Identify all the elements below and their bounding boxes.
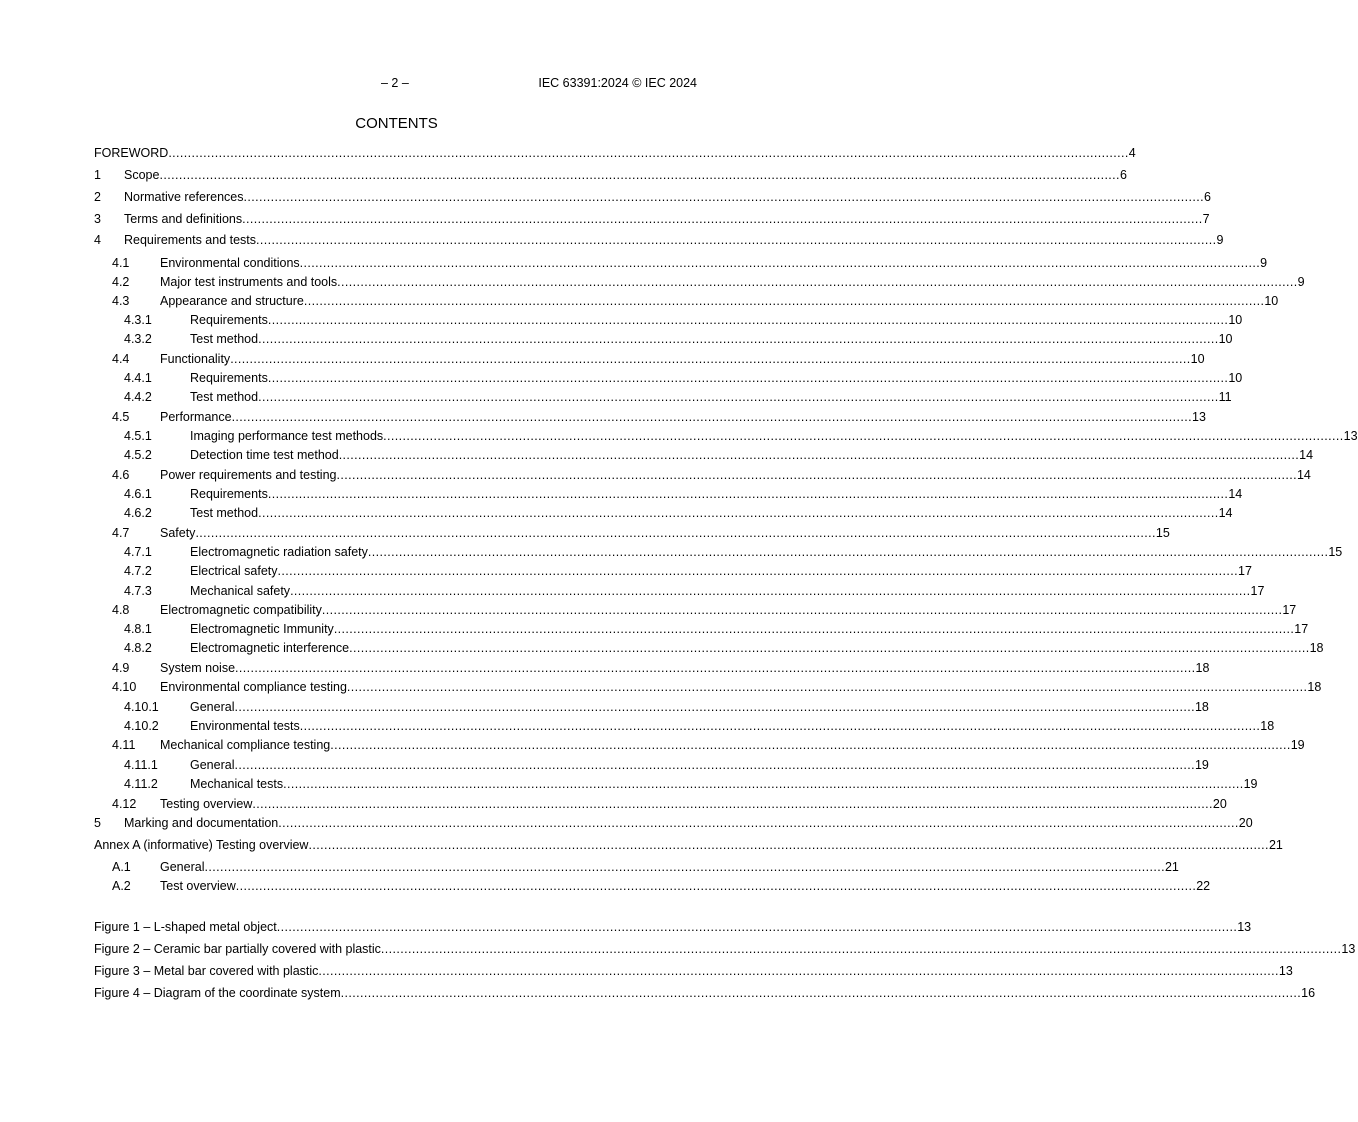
toc-entry-page: 21: [1268, 838, 1283, 852]
toc-entry-title: Test overview: [160, 879, 236, 893]
toc-entry-number: 3: [94, 212, 101, 226]
toc-entry[interactable]: [94, 879, 1211, 894]
toc-entry-number: 4.11.2: [124, 777, 158, 791]
toc-entry-title: Electrical safety: [190, 564, 278, 578]
toc-entry-page: 13: [1343, 429, 1358, 443]
toc-entry-page: 22: [1196, 879, 1211, 893]
toc-entry-page: 13: [1278, 964, 1293, 978]
toc-entry[interactable]: [94, 371, 1243, 386]
toc-entry[interactable]: [94, 256, 1268, 271]
toc-entry-number: 4.11.1: [124, 758, 158, 772]
toc-entry[interactable]: [94, 352, 1205, 367]
toc-entry[interactable]: [94, 603, 1297, 618]
dot-leader: [278, 816, 1238, 831]
toc-entry-number: 4.7.1: [124, 545, 152, 559]
toc-entry-number: 4.8.1: [124, 622, 152, 636]
toc-entry-number: 4.8: [112, 603, 130, 617]
dot-leader: [256, 233, 1216, 248]
toc-entry-page: 21: [1164, 860, 1179, 874]
toc-entry-title: Environmental conditions: [160, 256, 300, 270]
dot-leader: [235, 661, 1195, 676]
toc-entry-page: 19: [1194, 758, 1209, 772]
dot-leader: [258, 390, 1218, 405]
toc-entry-title: Figure 4 – Diagram of the coordinate system: [94, 986, 341, 1000]
dot-leader: [268, 371, 1228, 386]
page-number-header: – 2 –: [381, 76, 409, 90]
toc-entry-page: 10: [1228, 371, 1243, 385]
dot-leader: [268, 313, 1228, 328]
toc-entry-title: Detection time test method: [190, 448, 339, 462]
dot-leader: [322, 603, 1282, 618]
toc-entry-number: 4.2: [112, 275, 130, 289]
toc-entry-page: 14: [1296, 468, 1311, 482]
dot-leader: [368, 545, 1328, 560]
toc-entry-title: Requirements: [190, 371, 268, 385]
toc-entry-page: 19: [1243, 777, 1258, 791]
toc-entry-title: Safety: [160, 526, 196, 540]
toc-entry[interactable]: [94, 564, 1252, 579]
dot-leader: [268, 487, 1228, 502]
toc-entry-page: 18: [1309, 641, 1324, 655]
toc-entry-number: 4.6: [112, 468, 130, 482]
toc-entry-title: Normative references: [124, 190, 244, 204]
toc-entry-page: 13: [1341, 942, 1356, 956]
toc-entry-number: 4.11: [112, 738, 136, 752]
toc-entry[interactable]: [94, 390, 1232, 405]
toc-entry[interactable]: [94, 661, 1210, 676]
dot-leader: [230, 352, 1190, 367]
toc-entry[interactable]: [94, 313, 1243, 328]
toc-entry[interactable]: [94, 584, 1265, 599]
toc-entry-number: 4.4.1: [124, 371, 152, 385]
contents-title: CONTENTS: [355, 115, 438, 132]
toc-entry-page: 13: [1237, 920, 1252, 934]
dot-leader: [234, 758, 1194, 773]
toc-entry[interactable]: [94, 168, 1127, 183]
toc-entry-page: 20: [1238, 816, 1253, 830]
toc-entry-number: 4.7: [112, 526, 130, 540]
dot-leader: [349, 641, 1309, 656]
dot-leader: [341, 986, 1301, 1001]
toc-entry[interactable]: [94, 797, 1227, 812]
dot-leader: [258, 506, 1218, 521]
toc-entry-number: 4.10: [112, 680, 137, 694]
dot-leader: [258, 332, 1218, 347]
toc-entry-title: Imaging performance test methods: [190, 429, 384, 443]
toc-entry-title: Electromagnetic interference: [190, 641, 350, 655]
toc-entry[interactable]: [94, 212, 1210, 227]
figure-list-entry[interactable]: [94, 920, 1252, 935]
toc-entry[interactable]: [94, 816, 1253, 831]
toc-entry[interactable]: [94, 448, 1314, 463]
toc-entry-page: 18: [1195, 661, 1210, 675]
toc-entry-page: 18: [1260, 719, 1275, 733]
toc-entry-number: 4.5.1: [124, 429, 152, 443]
dot-leader: [334, 622, 1294, 637]
toc-entry-page: 4: [1128, 146, 1136, 160]
toc-entry-title: Requirements: [190, 313, 268, 327]
toc-entry-number: A.1: [112, 860, 131, 874]
toc-entry-number: 4.5.2: [124, 448, 152, 462]
toc-entry-page: 9: [1297, 275, 1305, 289]
toc-entry-page: 6: [1203, 190, 1211, 204]
figure-list-entry[interactable]: [94, 986, 1316, 1001]
toc-entry-title: Figure 3 – Metal bar covered with plastic: [94, 964, 319, 978]
toc-entry-page: 17: [1250, 584, 1265, 598]
toc-entry-number: 2: [94, 190, 101, 204]
toc-entry-number: 4.10.1: [124, 700, 159, 714]
toc-entry-page: 18: [1194, 700, 1209, 714]
dot-leader: [347, 680, 1307, 695]
toc-entry-number: 4.7.2: [124, 564, 152, 578]
toc-entry-number: 5: [94, 816, 101, 830]
dot-leader: [290, 584, 1250, 599]
toc-entry-number: 4.4.2: [124, 390, 152, 404]
toc-entry[interactable]: [94, 429, 1358, 444]
toc-entry-page: 9: [1260, 256, 1268, 270]
toc-entry[interactable]: [94, 190, 1211, 205]
toc-entry-page: 14: [1218, 506, 1233, 520]
toc-entry-title: Mechanical compliance testing: [160, 738, 331, 752]
toc-entry-title: General: [190, 700, 235, 714]
figure-list-entry[interactable]: [94, 942, 1356, 957]
toc-entry-title: Test method: [190, 390, 259, 404]
toc-entry-number: 4.6.1: [124, 487, 152, 501]
toc-entry-page: 11: [1218, 390, 1232, 404]
dot-leader: [383, 429, 1343, 444]
dot-leader: [330, 738, 1290, 753]
toc-entry-title: Appearance and structure: [160, 294, 304, 308]
toc-entry-number: 1: [94, 168, 101, 182]
toc-entry-page: 15: [1328, 545, 1343, 559]
toc-entry-page: 17: [1294, 622, 1309, 636]
toc-entry-page: 14: [1228, 487, 1243, 501]
toc-entry-page: 16: [1301, 986, 1316, 1000]
dot-leader: [234, 700, 1194, 715]
toc-entry[interactable]: [94, 332, 1233, 347]
toc-entry-number: A.2: [112, 879, 131, 893]
dot-leader: [283, 777, 1243, 792]
toc-entry-page: 14: [1299, 448, 1314, 462]
toc-entry-title: Annex A (informative) Testing overview: [94, 838, 309, 852]
dot-leader: [304, 294, 1264, 309]
toc-entry-page: 17: [1238, 564, 1252, 578]
dot-leader: [168, 146, 1128, 161]
dot-leader: [232, 410, 1192, 425]
toc-entry-title: Environmental compliance testing: [160, 680, 347, 694]
toc-entry-number: 4.9: [112, 661, 130, 675]
toc-entry-title: Electromagnetic Immunity: [190, 622, 334, 636]
toc-entry-number: 4: [94, 233, 101, 247]
dot-leader: [278, 564, 1238, 579]
toc-entry-title: FOREWORD: [94, 146, 169, 160]
toc-entry-title: Electromagnetic compatibility: [160, 603, 322, 617]
toc-entry[interactable]: [94, 838, 1283, 853]
toc-entry-number: 4.5: [112, 410, 130, 424]
dot-leader: [204, 860, 1164, 875]
toc-entry-title: Power requirements and testing: [160, 468, 337, 482]
toc-entry-page: 6: [1119, 168, 1127, 182]
dot-leader: [308, 838, 1268, 853]
toc-entry-title: Test method: [190, 332, 259, 346]
toc-entry-title: Mechanical safety: [190, 584, 291, 598]
toc-entry[interactable]: [94, 758, 1209, 773]
toc-entry-title: Environmental tests: [190, 719, 300, 733]
toc-entry-title: Mechanical tests: [190, 777, 284, 791]
toc-entry[interactable]: [94, 275, 1305, 290]
toc-entry[interactable]: [94, 294, 1279, 309]
toc-entry[interactable]: [94, 700, 1209, 715]
toc-entry-title: Major test instruments and tools: [160, 275, 338, 289]
toc-entry[interactable]: [94, 506, 1233, 521]
dot-leader: [242, 212, 1202, 227]
toc-entry[interactable]: [94, 410, 1206, 425]
toc-entry-number: 4.4: [112, 352, 130, 366]
toc-entry-number: 4.8.2: [124, 641, 152, 655]
toc-entry[interactable]: [94, 738, 1305, 753]
toc-entry-title: Functionality: [160, 352, 231, 366]
toc-entry-number: 4.3.1: [124, 313, 152, 327]
dot-leader: [159, 168, 1119, 183]
dot-leader: [339, 448, 1299, 463]
toc-entry[interactable]: [94, 233, 1224, 248]
toc-entry[interactable]: [94, 719, 1275, 734]
toc-entry-title: Figure 1 – L-shaped metal object: [94, 920, 277, 934]
toc-entry-page: 19: [1290, 738, 1305, 752]
toc-entry-page: 10: [1228, 313, 1243, 327]
dot-leader: [195, 526, 1155, 541]
dot-leader: [236, 879, 1196, 894]
toc-entry-page: 10: [1218, 332, 1233, 346]
toc-entry-page: 10: [1190, 352, 1205, 366]
toc-entry-number: 4.10.2: [124, 719, 159, 733]
toc-entry[interactable]: [94, 641, 1324, 656]
toc-entry[interactable]: [94, 487, 1243, 502]
toc-entry-title: Test method: [190, 506, 259, 520]
dot-leader: [244, 190, 1204, 205]
toc-entry-title: Testing overview: [160, 797, 253, 811]
toc-entry-page: 18: [1307, 680, 1322, 694]
toc-entry-page: 7: [1202, 212, 1210, 226]
toc-entry[interactable]: [94, 777, 1258, 792]
toc-entry-page: 13: [1192, 410, 1206, 424]
toc-entry-page: 20: [1212, 797, 1227, 811]
toc-entry-number: 4.1: [112, 256, 130, 270]
toc-entry-number: 4.6.2: [124, 506, 152, 520]
toc-entry-page: 17: [1282, 603, 1297, 617]
toc-entry-title: General: [190, 758, 235, 772]
toc-entry[interactable]: [94, 146, 1136, 161]
toc-entry-title: Scope: [124, 168, 160, 182]
figure-list-entry[interactable]: [94, 964, 1293, 979]
toc-entry-number: 4.3.2: [124, 332, 152, 346]
toc-entry-title: General: [160, 860, 205, 874]
toc-entry[interactable]: [94, 622, 1309, 637]
toc-entry-title: Figure 2 – Ceramic bar partially covered with plastic: [94, 942, 381, 956]
toc-entry-title: Electromagnetic radiation safety: [190, 545, 368, 559]
dot-leader: [277, 920, 1237, 935]
toc-entry-title: Performance: [160, 410, 232, 424]
toc-entry-title: Requirements and tests: [124, 233, 257, 247]
toc-entry-title: Marking and documentation: [124, 816, 279, 830]
standard-reference-header: IEC 63391:2024 © IEC 2024: [538, 76, 697, 90]
toc-entry-number: 4.3: [112, 294, 130, 308]
toc-entry-title: Terms and definitions: [124, 212, 243, 226]
toc-entry[interactable]: [94, 680, 1322, 695]
dot-leader: [318, 964, 1278, 979]
toc-entry-number: 4.7.3: [124, 584, 152, 598]
toc-entry[interactable]: [94, 545, 1343, 560]
toc-entry-page: 15: [1155, 526, 1170, 540]
toc-entry-number: 4.12: [112, 797, 137, 811]
toc-entry[interactable]: [94, 860, 1179, 875]
toc-entry-page: 10: [1264, 294, 1279, 308]
dot-leader: [300, 719, 1260, 734]
toc-entry[interactable]: [94, 468, 1311, 483]
toc-entry[interactable]: [94, 526, 1170, 541]
dot-leader: [336, 468, 1296, 483]
toc-entry-title: Requirements: [190, 487, 268, 501]
toc-entry-title: System noise: [160, 661, 236, 675]
toc-entry-page: 9: [1216, 233, 1224, 247]
dot-leader: [300, 256, 1260, 271]
dot-leader: [381, 942, 1341, 957]
dot-leader: [252, 797, 1212, 812]
dot-leader: [337, 275, 1297, 290]
